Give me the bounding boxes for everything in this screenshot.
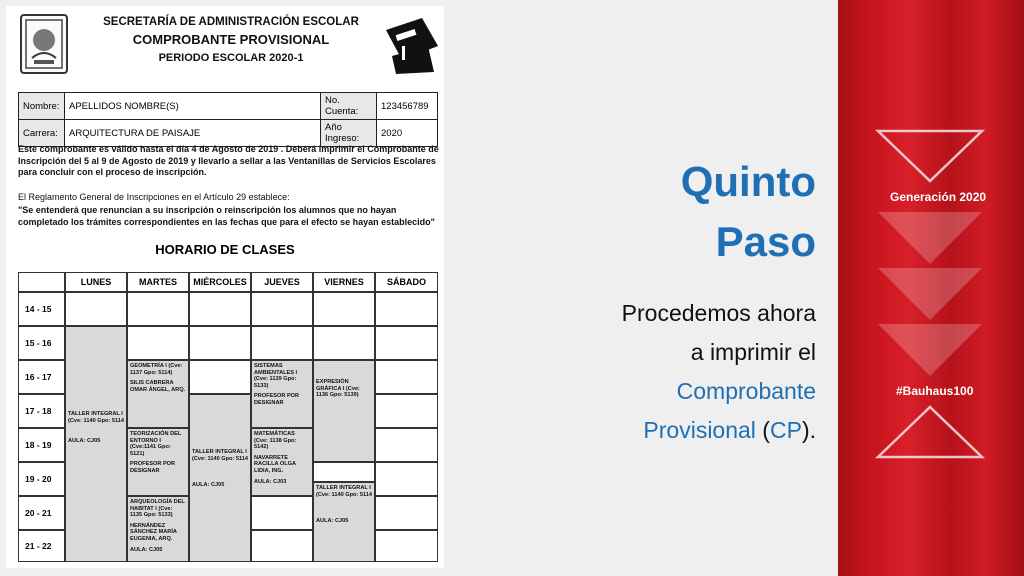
hour-label: 17 - 18 (18, 394, 65, 428)
hour-label: 15 - 16 (18, 326, 65, 360)
title-line-2: Paso (715, 218, 816, 265)
hour-label: 16 - 17 (18, 360, 65, 394)
empty-slot (189, 292, 251, 326)
regulation-quote: "Se entenderá que renuncian a su inscripción o reinscripción los alumnos que no hayan completado los trámites correspondientes en las fechas que para el efecto se hayan establecido" (18, 205, 435, 227)
empty-slot (313, 326, 375, 360)
empty-slot (375, 462, 438, 496)
class-block-jueves-sistemas (251, 360, 313, 428)
schedule-corner (18, 272, 65, 292)
empty-slot (313, 462, 375, 482)
body-provisional: Provisional (643, 417, 756, 443)
class-detail: EXPRESIÓN GRÁFICA I (Cve: 1136 Gpo: 5139) (316, 379, 360, 399)
empty-slot (251, 530, 313, 562)
empty-slot (189, 360, 251, 394)
class-block-martes-teorizacion (127, 428, 189, 496)
class-detail: GEOMETRÍA I (Cve: 1137 Gpo: 5114) (130, 363, 183, 376)
title-line-1: Quinto (680, 158, 816, 205)
body-line-2: a imprimir el (690, 339, 816, 365)
day-header: MIÉRCOLES (189, 272, 251, 292)
hour-label: 18 - 19 (18, 428, 65, 462)
class-detail: MATEMÁTICAS (Cve: 1138 Gpo: 5142) (254, 431, 297, 451)
schedule-title: HORARIO DE CLASES (155, 242, 295, 257)
class-block-miercoles (189, 394, 251, 562)
body-line-4 (556, 411, 816, 450)
class-teacher: PROFESOR POR DESIGNAR (130, 461, 176, 474)
class-room: AULA: CJ05 (192, 482, 225, 489)
red-sidebar (838, 0, 1024, 576)
body-line-1: Procedemos ahora (621, 300, 816, 326)
validity-text: Este comprobante es válido hasta el día 4 de Agosto de 2019 . Deberá imprimir el Comprobante de Inscripción del 5 al 9 de Agosto de 2019 y llevarlo a sellar a las Ventanillas de Servicios Escolares para concluir con el proceso de inscripción. (18, 144, 439, 177)
empty-slot (251, 292, 313, 326)
hour-label: 14 - 15 (18, 292, 65, 326)
empty-slot (375, 496, 438, 530)
empty-slot (65, 292, 127, 326)
year-label: Año Ingreso: (321, 120, 377, 147)
unam-seal-icon (20, 14, 68, 74)
hashtag-label: #Bauhaus100 (896, 384, 974, 398)
class-block-jueves-matematicas (251, 428, 313, 496)
career-label: Carrera: (19, 120, 65, 147)
comprobante-document (6, 6, 444, 568)
generation-label: Generación 2020 (890, 190, 987, 204)
year-value: 2020 (377, 120, 438, 147)
day-header: SÁBADO (375, 272, 438, 292)
doc-header-periodo: PERIODO ESCOLAR 2020-1 (158, 52, 304, 64)
class-block-viernes-taller (313, 482, 375, 562)
empty-slot (189, 326, 251, 360)
slide-title (566, 152, 816, 272)
class-teacher: PROFESOR POR DESIGNAR (254, 393, 300, 406)
empty-slot (375, 292, 438, 326)
account-label: No. Cuenta: (321, 93, 377, 120)
doc-header-comprobante: COMPROBANTE PROVISIONAL (132, 32, 330, 47)
name-label: Nombre: (19, 93, 65, 120)
day-header: MARTES (127, 272, 189, 292)
class-detail: ARQUEOLOGÍA DEL HABITAT I (Cve: 1135 Gpo: 5133) (130, 499, 185, 519)
slide-body (556, 294, 816, 450)
class-room: AULA: CJ03 (254, 478, 287, 485)
class-teacher: NAVARRETE RACILLA OLGA LIDIA, ING. (254, 454, 296, 474)
class-detail: TALLER INTEGRAL I (Cve: 1140 Gpo: 5114 (68, 411, 124, 424)
body-paren-close: ). (801, 417, 816, 443)
empty-slot (375, 428, 438, 462)
name-value: APELLIDOS NOMBRE(S) (65, 93, 321, 120)
student-info-table (18, 92, 438, 147)
account-value: 123456789 (377, 93, 438, 120)
class-block-martes-geometria (127, 360, 189, 428)
class-detail: TALLER INTEGRAL I (Cve: 1140 Gpo: 5114 (192, 449, 248, 462)
career-value: ARQUITECTURA DE PAISAJE (65, 120, 321, 147)
empty-slot (251, 496, 313, 530)
empty-slot (127, 326, 189, 360)
class-room: AULA: CJ05 (316, 518, 349, 525)
schedule-grid (18, 272, 438, 562)
class-detail: TEORIZACIÓN DEL ENTORNO I (Cve:1141 Gpo: 5121) (130, 431, 182, 457)
empty-slot (375, 394, 438, 428)
empty-slot (375, 530, 438, 562)
empty-slot (127, 292, 189, 326)
faculty-logo-icon (382, 16, 440, 76)
body-cp: CP (769, 417, 802, 443)
outline-triangle-icon (874, 128, 986, 184)
hour-label: 20 - 21 (18, 496, 65, 530)
class-teacher: SILIS CABRERA OMAR ÁNGEL, ARQ. (130, 380, 186, 393)
solid-triangle-icon (874, 266, 986, 322)
class-block-lunes (65, 326, 127, 562)
empty-slot (251, 326, 313, 360)
body-line-3: Comprobante (676, 378, 816, 404)
regulation-intro: El Reglamento General de Inscripciones en el Artículo 29 establece: (18, 192, 290, 202)
outline-up-triangle-icon (874, 404, 986, 460)
solid-triangle-icon (874, 322, 986, 378)
empty-slot (313, 292, 375, 326)
body-paren-open: ( (755, 417, 770, 443)
day-header: LUNES (65, 272, 127, 292)
solid-triangle-icon (874, 210, 986, 266)
class-room: AULA: CJ05 (130, 546, 163, 553)
doc-header-secretaria: SECRETARÍA DE ADMINISTRACIÓN ESCOLAR (103, 16, 359, 28)
class-detail: TALLER INTEGRAL I (Cve: 1140 Gpo: 5114 (316, 485, 372, 498)
class-block-viernes-expresion (313, 360, 375, 462)
empty-slot (375, 360, 438, 394)
class-room: AULA: CJ05 (68, 438, 101, 445)
class-detail: SISTEMAS AMBIENTALES I (Cve: 1139 Gpo: 5133) (254, 363, 298, 389)
hour-label: 19 - 20 (18, 462, 65, 496)
class-block-martes-arqueologia (127, 496, 189, 562)
class-teacher: HERNÁNDEZ SÁNCHEZ MARÍA EUGENIA, ARQ. (130, 522, 177, 542)
empty-slot (375, 326, 438, 360)
day-header: VIERNES (313, 272, 375, 292)
day-header: JUEVES (251, 272, 313, 292)
hour-label: 21 - 22 (18, 530, 65, 562)
